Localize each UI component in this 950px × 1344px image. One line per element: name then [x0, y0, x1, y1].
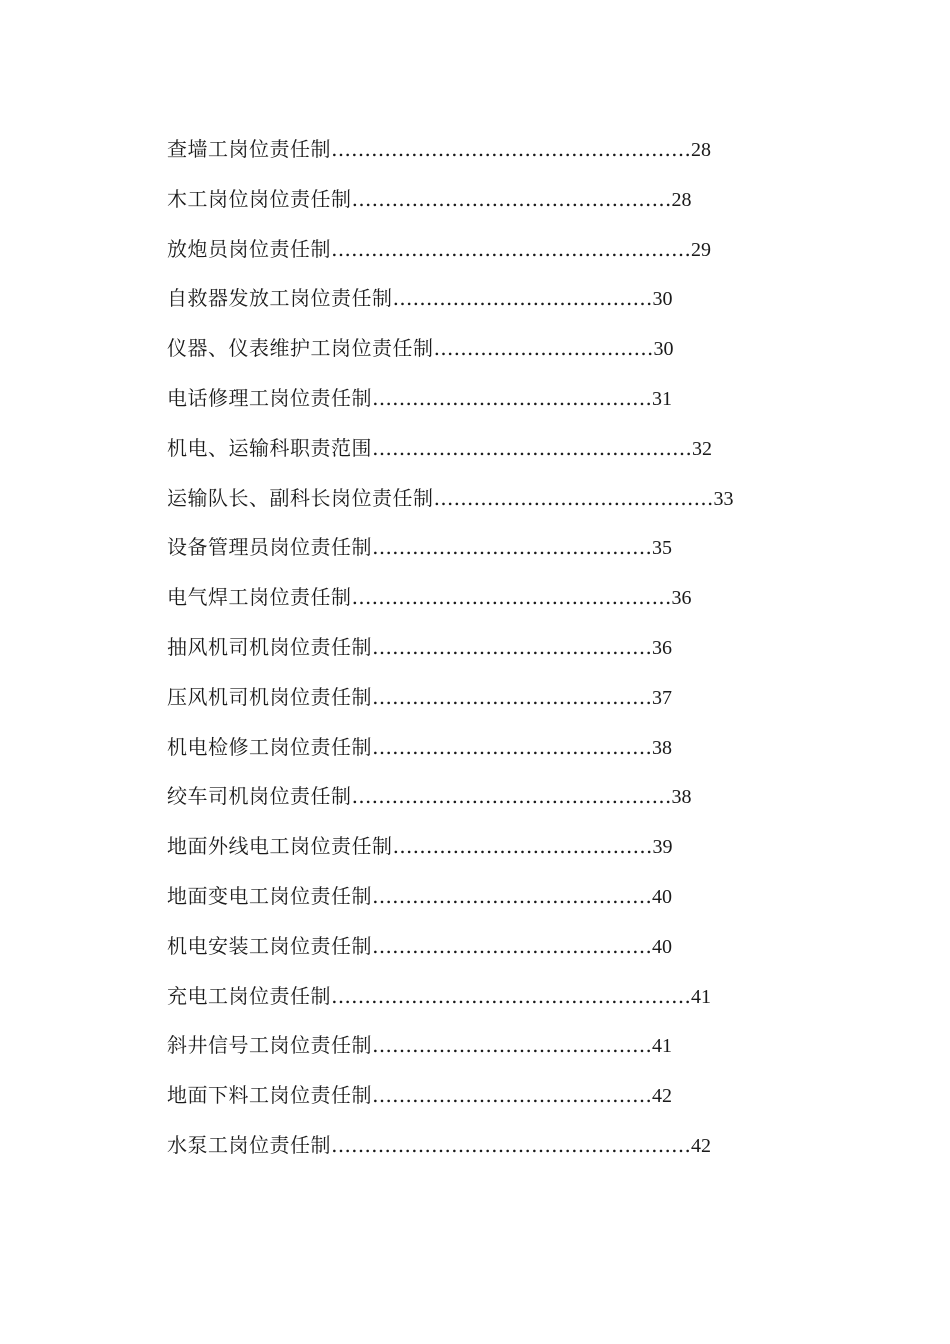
toc-entry-title: 电话修理工岗位责任制 — [167, 385, 372, 410]
toc-entry-title: 运输队长、副科长岗位责任制 — [167, 485, 434, 510]
toc-entry-title: 机电安装工岗位责任制 — [167, 933, 372, 958]
toc-dot-leader: …………………………………… — [372, 385, 652, 410]
toc-entry[interactable] — [167, 872, 787, 922]
toc-page-number: 38 — [671, 786, 692, 809]
toc-entry-title: 地面变电工岗位责任制 — [167, 883, 372, 908]
toc-dot-leader: …………………………………… — [372, 1083, 652, 1108]
toc-dot-leader: …………………………………… — [372, 1033, 652, 1058]
toc-entry-title: 电气焊工岗位责任制 — [167, 585, 352, 610]
toc-dot-leader: ………………………………… — [392, 834, 653, 859]
toc-entry[interactable] — [167, 125, 787, 175]
toc-entry[interactable] — [167, 474, 787, 524]
toc-entry-title: 放炮员岗位责任制 — [167, 236, 331, 261]
toc-entry[interactable] — [167, 972, 787, 1022]
toc-page-number: 38 — [652, 736, 672, 759]
toc-dot-leader: …………………………………… — [372, 734, 652, 759]
toc-entry[interactable] — [167, 673, 787, 723]
toc-page-number: 29 — [691, 238, 711, 261]
toc-entry-title: 仪器、仪表维护工岗位责任制 — [167, 336, 434, 361]
toc-page-number: 42 — [691, 1134, 711, 1157]
toc-entry-title: 自救器发放工岗位责任制 — [167, 286, 393, 311]
table-of-contents — [167, 125, 787, 1171]
toc-dot-leader: …………………………………… — [433, 485, 714, 510]
toc-entry[interactable] — [167, 374, 787, 424]
toc-entry[interactable] — [167, 1071, 787, 1121]
toc-entry[interactable] — [167, 1021, 787, 1071]
toc-entry-title: 机电、运输科职责范围 — [167, 435, 372, 460]
toc-dot-leader: ………………………………………… — [351, 784, 672, 809]
toc-dot-leader: ……………………………………………… — [331, 236, 691, 261]
toc-entry[interactable] — [167, 922, 787, 972]
toc-entry-title: 地面下料工岗位责任制 — [167, 1083, 372, 1108]
toc-entry-title: 压风机司机岗位责任制 — [167, 684, 372, 709]
toc-entry[interactable] — [167, 623, 787, 673]
toc-page-number: 30 — [653, 338, 674, 361]
toc-entry[interactable] — [167, 723, 787, 773]
toc-page-number: 32 — [692, 437, 712, 460]
toc-dot-leader: …………………………………… — [372, 883, 652, 908]
toc-page-number: 35 — [652, 537, 672, 560]
toc-entry[interactable] — [167, 822, 787, 872]
toc-page-number: 40 — [652, 935, 672, 958]
toc-dot-leader: ………………………………………… — [351, 585, 672, 610]
toc-entry-title: 设备管理员岗位责任制 — [167, 535, 372, 560]
toc-entry[interactable] — [167, 573, 787, 623]
toc-entry-title: 木工岗位岗位责任制 — [167, 186, 352, 211]
toc-page-number: 31 — [652, 387, 672, 410]
toc-dot-leader: ……………………………………………… — [331, 983, 691, 1008]
toc-dot-leader: …………………………………… — [372, 634, 652, 659]
toc-entry[interactable] — [167, 324, 787, 374]
toc-page-number: 28 — [671, 188, 692, 211]
toc-dot-leader: …………………………… — [433, 336, 654, 361]
toc-page-number: 42 — [652, 1085, 672, 1108]
toc-entry-title: 斜井信号工岗位责任制 — [167, 1033, 372, 1058]
toc-entry-title: 抽风机司机岗位责任制 — [167, 634, 372, 659]
toc-page-number: 39 — [652, 836, 673, 859]
toc-entry-title: 绞车司机岗位责任制 — [167, 784, 352, 809]
toc-entry[interactable] — [167, 1121, 787, 1171]
toc-dot-leader: ……………………………………………… — [331, 137, 691, 161]
toc-entry-title: 地面外线电工岗位责任制 — [167, 834, 393, 859]
toc-dot-leader: …………………………………… — [372, 933, 652, 958]
toc-page-number: 37 — [652, 686, 672, 709]
toc-page-number: 30 — [652, 288, 673, 311]
toc-page-number: 33 — [713, 487, 734, 510]
toc-page-number: 40 — [652, 885, 672, 908]
toc-page-number: 36 — [652, 636, 672, 659]
toc-entry-title: 水泵工岗位责任制 — [167, 1132, 331, 1157]
toc-entry-title: 机电检修工岗位责任制 — [167, 734, 372, 759]
toc-entry[interactable] — [167, 523, 787, 573]
toc-page-number: 41 — [652, 1035, 672, 1058]
toc-page-number: 36 — [671, 587, 692, 610]
toc-dot-leader: ……………………………………………… — [331, 1132, 691, 1157]
toc-entry[interactable] — [167, 424, 787, 474]
toc-entry[interactable] — [167, 175, 787, 225]
toc-page-number: 41 — [691, 985, 711, 1008]
toc-dot-leader: …………………………………… — [372, 684, 652, 709]
toc-page-number: 28 — [691, 139, 711, 161]
toc-entry[interactable] — [167, 274, 787, 324]
toc-dot-leader: ………………………………………… — [351, 186, 672, 211]
toc-entry-title: 充电工岗位责任制 — [167, 983, 331, 1008]
toc-entry[interactable] — [167, 225, 787, 275]
toc-dot-leader: ………………………………………… — [372, 435, 692, 460]
toc-dot-leader: …………………………………… — [372, 535, 652, 560]
toc-dot-leader: ………………………………… — [392, 286, 653, 311]
toc-entry[interactable] — [167, 772, 787, 822]
toc-entry-title: 查墙工岗位责任制 — [167, 137, 331, 161]
